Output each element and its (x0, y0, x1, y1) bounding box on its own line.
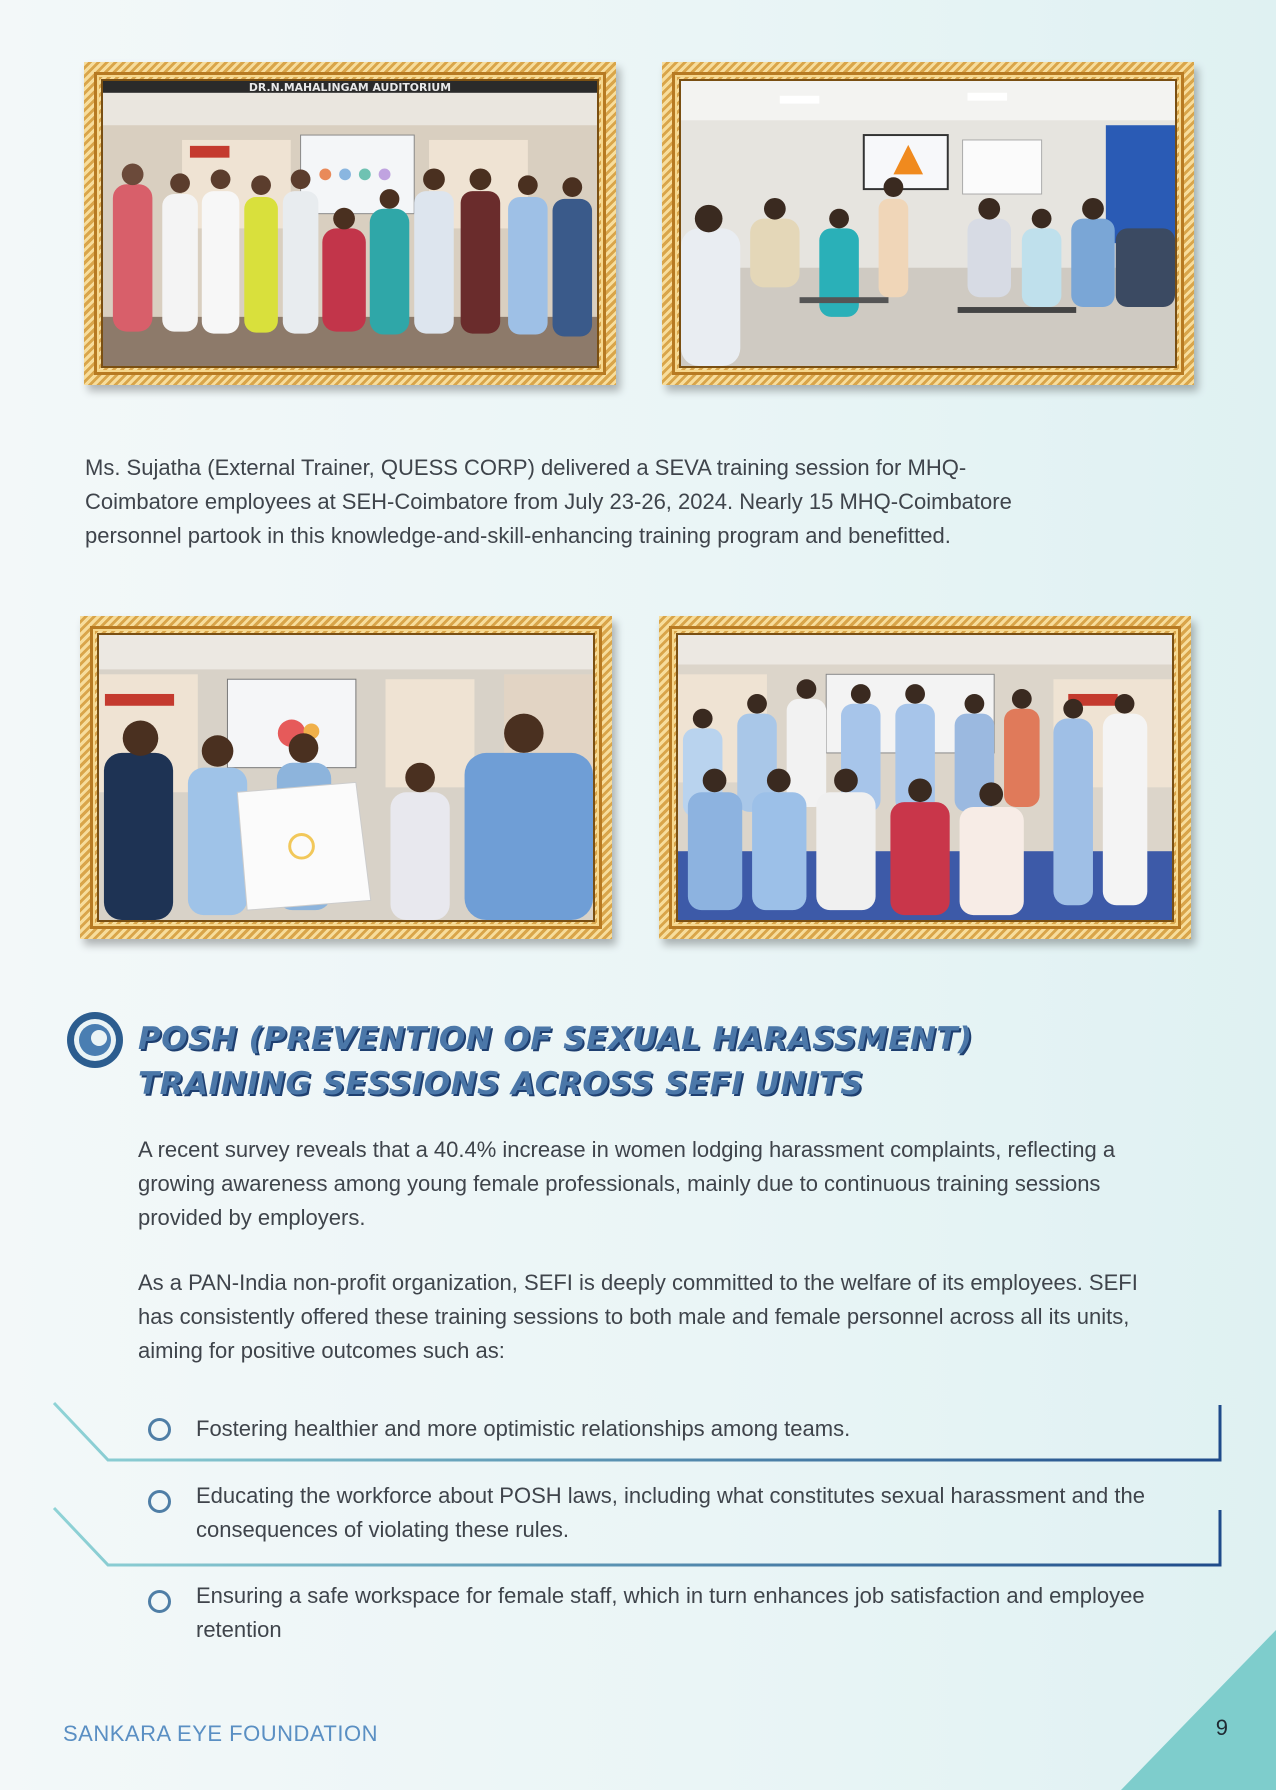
circle-bullet-icon (148, 1590, 171, 1613)
classroom-training-photo (679, 79, 1177, 368)
section-paragraph-1: A recent survey reveals that a 40.4% increase in women lodging harassment complaints, reflecting a growing awareness among young female professionals, mainly due to continuous training sessions provided by employers. (138, 1137, 1116, 1230)
section-title-line-1: POSH (PREVENTION OF SEXUAL HARASSMENT) (138, 1021, 973, 1057)
circle-bullet-icon (148, 1418, 171, 1441)
footer-organization: SANKARA EYE FOUNDATION (63, 1721, 378, 1746)
bullet-text-1: Fostering healthier and more optimistic relationships among teams. (196, 1416, 851, 1441)
circle-bullet-icon (148, 1490, 171, 1513)
bullet-text-3: Ensuring a safe workspace for female staff, which in turn enhances job satisfaction and employee retention (196, 1583, 1145, 1642)
page-number: 9 (1215, 1715, 1228, 1740)
photo-frame-4 (659, 616, 1191, 939)
auditorium-group-photo (101, 79, 599, 368)
section-paragraph-2: As a PAN-India non-profit organization, SEFI is deeply committed to the welfare of its employees. SEFI has consistently offered these training sessions to both male and female personnel across all its units, aiming for positive outcomes such as: (138, 1270, 1138, 1363)
corner-decoration (1121, 1630, 1276, 1790)
photo-frame-2 (662, 62, 1194, 385)
auditorium-sign-text: DR.N.MAHALINGAM AUDITORIUM (248, 81, 452, 94)
eye-logo-icon (65, 1010, 125, 1070)
bullet-text-2: Educating the workforce about POSH laws, including what constitutes sexual harassment and the consequences of violating these rules. (196, 1483, 1145, 1542)
poster-presentation-photo (97, 633, 595, 922)
intro-paragraph: Ms. Sujatha (External Trainer, QUESS CORP) delivered a SEVA training session for MHQ-Coimbatore employees at SEH-Coimbatore from July 23-26, 2024. Nearly 15 MHQ-Coimbatore personnel partook in this knowledge-and-skill-enhancing training program and benefitted. (85, 455, 1012, 548)
seated-group-photo (676, 633, 1174, 922)
photo-frame-1 (84, 62, 616, 385)
section-title (138, 1017, 1138, 1107)
photo-frame-3 (80, 616, 612, 939)
section-title-line-2: TRAINING SESSIONS ACROSS SEFI UNITS (138, 1066, 864, 1102)
